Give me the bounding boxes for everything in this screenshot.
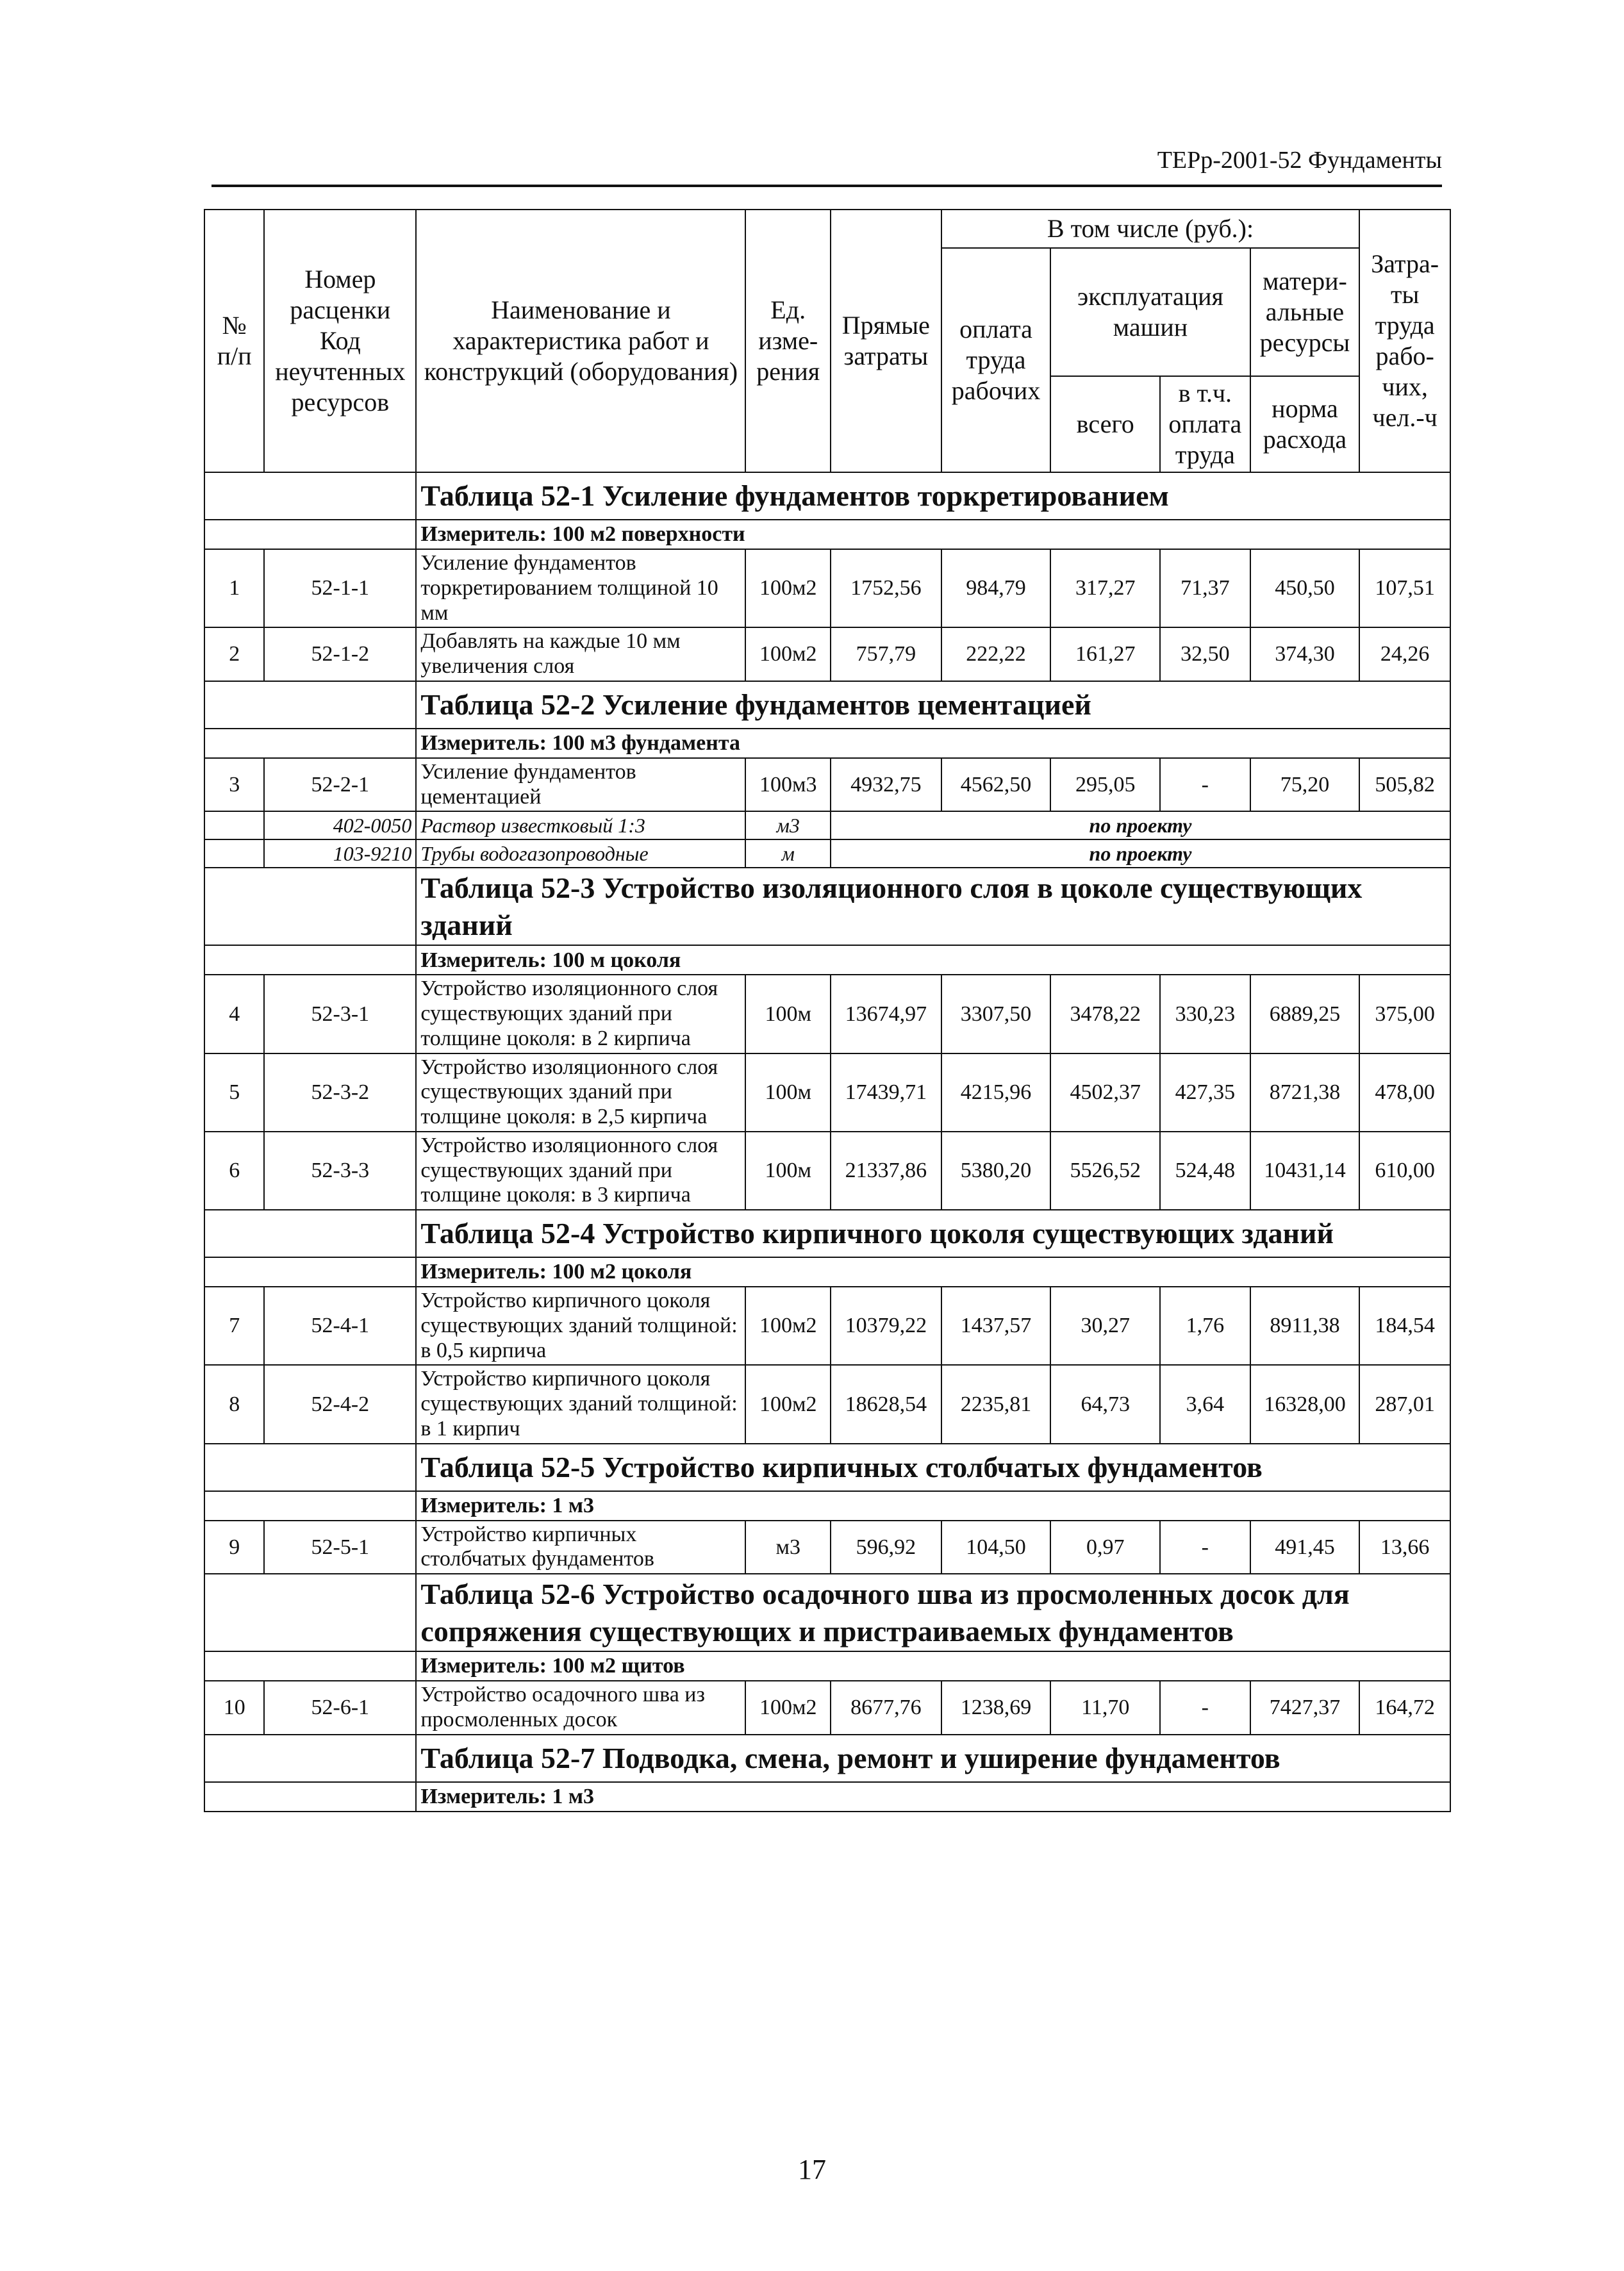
- machines-total: 64,73: [1050, 1365, 1160, 1443]
- col-header-machines: эксплуатация машин: [1050, 248, 1250, 376]
- measure-label: Измеритель: 100 м2 щитов: [416, 1651, 1450, 1681]
- wages: 5380,20: [941, 1132, 1051, 1210]
- machines-total: 11,70: [1050, 1681, 1160, 1735]
- resource-name: Трубы водогазопроводные: [416, 839, 745, 868]
- empty-cell: [204, 1651, 416, 1681]
- table-row: [204, 1365, 1450, 1443]
- page-number: 17: [798, 2154, 826, 2185]
- section-title: Таблица 52-3 Устройство изоляционного слоя в цоколе существующих зданий: [416, 868, 1450, 945]
- measure-row: [204, 1491, 1450, 1521]
- work-name: Устройство кирпичных столбчатых фундаментов: [416, 1521, 745, 1574]
- section-title: Таблица 52-2 Усиление фундаментов цементацией: [416, 681, 1450, 729]
- direct-cost: 596,92: [831, 1521, 941, 1574]
- labor-cost: 107,51: [1359, 549, 1450, 627]
- machines-total: 3478,22: [1050, 975, 1160, 1053]
- machines-wages: 427,35: [1160, 1053, 1250, 1132]
- machines-wages: 1,76: [1160, 1287, 1250, 1365]
- unit: 100м: [745, 975, 831, 1053]
- unit: 100м2: [745, 1365, 831, 1443]
- wages: 1437,57: [941, 1287, 1051, 1365]
- resource-unit: м3: [745, 811, 831, 839]
- table-row: [204, 758, 1450, 812]
- col-header-materials: матери-альные ресурсы: [1250, 248, 1360, 376]
- materials: 6889,25: [1250, 975, 1360, 1053]
- empty-cell: [204, 839, 264, 868]
- machines-total: 5526,52: [1050, 1132, 1160, 1210]
- document-header: ТЕРр-2001-52 Фундаменты: [1157, 147, 1442, 174]
- table-row: [204, 975, 1450, 1053]
- measure-label: Измеритель: 100 м2 цоколя: [416, 1257, 1450, 1287]
- resource-code: 402-0050: [264, 811, 416, 839]
- wages: 984,79: [941, 549, 1051, 627]
- table-row: [204, 1521, 1450, 1574]
- machines-wages: 3,64: [1160, 1365, 1250, 1443]
- direct-cost: 757,79: [831, 627, 941, 681]
- section-title: Таблица 52-5 Устройство кирпичных столбчатых фундаментов: [416, 1444, 1450, 1491]
- col-header-name: Наименование и характеристика работ и конструкций (оборудования): [416, 210, 745, 472]
- empty-cell: [204, 1782, 416, 1812]
- resource-name: Раствор известковый 1:3: [416, 811, 745, 839]
- col-header-wages: оплата труда рабочих: [941, 248, 1051, 472]
- machines-total: 161,27: [1050, 627, 1160, 681]
- empty-cell: [204, 945, 416, 975]
- section-title: Таблица 52-1 Усиление фундаментов торкретированием: [416, 472, 1450, 520]
- materials: 450,50: [1250, 549, 1360, 627]
- labor-cost: 610,00: [1359, 1132, 1450, 1210]
- wages: 222,22: [941, 627, 1051, 681]
- rate-code: 52-1-1: [264, 549, 416, 627]
- machines-wages: 32,50: [1160, 627, 1250, 681]
- work-name: Устройство изоляционного слоя существующих зданий при толщине цоколя: в 3 кирпича: [416, 1132, 745, 1210]
- col-header-code: Номер расценки Код неучтенных ресурсов: [264, 210, 416, 472]
- col-header-num: № п/п: [204, 210, 264, 472]
- labor-cost: 184,54: [1359, 1287, 1450, 1365]
- materials: 10431,14: [1250, 1132, 1360, 1210]
- section-title-row: [204, 681, 1450, 729]
- unit: 100м2: [745, 627, 831, 681]
- resource-note: по проекту: [831, 811, 1450, 839]
- direct-cost: 8677,76: [831, 1681, 941, 1735]
- row-number: 6: [204, 1132, 264, 1210]
- section-title-row: [204, 1210, 1450, 1257]
- wages: 1238,69: [941, 1681, 1051, 1735]
- measure-label: Измеритель: 100 м3 фундамента: [416, 729, 1450, 758]
- machines-wages: -: [1160, 1521, 1250, 1574]
- row-number: 5: [204, 1053, 264, 1132]
- measure-row: [204, 520, 1450, 549]
- row-number: 10: [204, 1681, 264, 1735]
- section-title: Таблица 52-4 Устройство кирпичного цоколя существующих зданий: [416, 1210, 1450, 1257]
- row-number: 8: [204, 1365, 264, 1443]
- empty-cell: [204, 811, 264, 839]
- section-title: Таблица 52-6 Устройство осадочного шва из просмоленных досок для сопряжения существующих и пристраиваемых фундаментов: [416, 1574, 1450, 1651]
- wages: 2235,81: [941, 1365, 1051, 1443]
- direct-cost: 17439,71: [831, 1053, 941, 1132]
- work-name: Устройство кирпичного цоколя существующих зданий толщиной: в 0,5 кирпича: [416, 1287, 745, 1365]
- section-title-row: [204, 868, 1450, 945]
- labor-cost: 375,00: [1359, 975, 1450, 1053]
- rate-code: 52-2-1: [264, 758, 416, 812]
- resource-note: по проекту: [831, 839, 1450, 868]
- measure-row: [204, 945, 1450, 975]
- table-row: [204, 1132, 1450, 1210]
- materials: 8721,38: [1250, 1053, 1360, 1132]
- work-name: Добавлять на каждые 10 мм увеличения слоя: [416, 627, 745, 681]
- machines-wages: -: [1160, 758, 1250, 812]
- materials: 16328,00: [1250, 1365, 1360, 1443]
- empty-cell: [204, 1444, 416, 1491]
- work-name: Устройство изоляционного слоя существующих зданий при толщине цоколя: в 2,5 кирпича: [416, 1053, 745, 1132]
- section-title-row: [204, 1574, 1450, 1651]
- labor-cost: 24,26: [1359, 627, 1450, 681]
- machines-total: 295,05: [1050, 758, 1160, 812]
- section-title-row: [204, 472, 1450, 520]
- direct-cost: 10379,22: [831, 1287, 941, 1365]
- table-row: [204, 627, 1450, 681]
- resource-row: [204, 811, 1450, 839]
- machines-total: 0,97: [1050, 1521, 1160, 1574]
- machines-wages: 330,23: [1160, 975, 1250, 1053]
- table-row: [204, 1681, 1450, 1735]
- materials: 75,20: [1250, 758, 1360, 812]
- empty-cell: [204, 681, 416, 729]
- measure-row: [204, 1782, 1450, 1812]
- row-number: 7: [204, 1287, 264, 1365]
- unit: м3: [745, 1521, 831, 1574]
- resource-row: [204, 839, 1450, 868]
- machines-total: 30,27: [1050, 1287, 1160, 1365]
- machines-total: 4502,37: [1050, 1053, 1160, 1132]
- work-name: Устройство осадочного шва из просмоленных досок: [416, 1681, 745, 1735]
- measure-label: Измеритель: 100 м цоколя: [416, 945, 1450, 975]
- section-title-row: [204, 1735, 1450, 1782]
- unit: 100м: [745, 1053, 831, 1132]
- col-header-direct: Прямые затраты: [831, 210, 941, 472]
- rate-code: 52-3-2: [264, 1053, 416, 1132]
- table-row: [204, 1053, 1450, 1132]
- labor-cost: 287,01: [1359, 1365, 1450, 1443]
- col-header-labor: Затра-ты труда рабо-чих, чел.-ч: [1359, 210, 1450, 472]
- work-name: Усиление фундаментов цементацией: [416, 758, 745, 812]
- rate-code: 52-4-1: [264, 1287, 416, 1365]
- materials: 491,45: [1250, 1521, 1360, 1574]
- empty-cell: [204, 1491, 416, 1521]
- labor-cost: 13,66: [1359, 1521, 1450, 1574]
- unit: 100м2: [745, 549, 831, 627]
- rate-code: 52-5-1: [264, 1521, 416, 1574]
- measure-label: Измеритель: 1 м3: [416, 1782, 1450, 1812]
- empty-cell: [204, 1574, 416, 1651]
- unit: 100м3: [745, 758, 831, 812]
- materials: 7427,37: [1250, 1681, 1360, 1735]
- row-number: 2: [204, 627, 264, 681]
- resource-unit: м: [745, 839, 831, 868]
- direct-cost: 1752,56: [831, 549, 941, 627]
- wages: 104,50: [941, 1521, 1051, 1574]
- table-row: [204, 549, 1450, 627]
- measure-row: [204, 1651, 1450, 1681]
- wages: 4215,96: [941, 1053, 1051, 1132]
- direct-cost: 13674,97: [831, 975, 941, 1053]
- work-name: Устройство изоляционного слоя существующих зданий при толщине цоколя: в 2 кирпича: [416, 975, 745, 1053]
- materials: 8911,38: [1250, 1287, 1360, 1365]
- machines-wages: 524,48: [1160, 1132, 1250, 1210]
- materials: 374,30: [1250, 627, 1360, 681]
- row-number: 3: [204, 758, 264, 812]
- col-header-norm: норма расхода: [1250, 376, 1360, 472]
- empty-cell: [204, 868, 416, 945]
- col-header-mach-total: всего: [1050, 376, 1160, 472]
- direct-cost: 4932,75: [831, 758, 941, 812]
- row-number: 1: [204, 549, 264, 627]
- work-name: Усиление фундаментов торкретированием толщиной 10 мм: [416, 549, 745, 627]
- table-row: [204, 1287, 1450, 1365]
- direct-cost: 21337,86: [831, 1132, 941, 1210]
- labor-cost: 478,00: [1359, 1053, 1450, 1132]
- measure-label: Измеритель: 1 м3: [416, 1491, 1450, 1521]
- empty-cell: [204, 1210, 416, 1257]
- unit: 100м: [745, 1132, 831, 1210]
- wages: 3307,50: [941, 975, 1051, 1053]
- header-rule: [211, 185, 1442, 187]
- row-number: 9: [204, 1521, 264, 1574]
- empty-cell: [204, 1735, 416, 1782]
- col-header-mach-wages: в т.ч. оплата труда: [1160, 376, 1250, 472]
- section-title-row: [204, 1444, 1450, 1491]
- empty-cell: [204, 1257, 416, 1287]
- table-body: [204, 472, 1450, 1812]
- labor-cost: 164,72: [1359, 1681, 1450, 1735]
- rate-code: 52-4-2: [264, 1365, 416, 1443]
- machines-wages: -: [1160, 1681, 1250, 1735]
- empty-cell: [204, 520, 416, 549]
- wages: 4562,50: [941, 758, 1051, 812]
- direct-cost: 18628,54: [831, 1365, 941, 1443]
- rate-code: 52-3-1: [264, 975, 416, 1053]
- empty-cell: [204, 472, 416, 520]
- resource-code: 103-9210: [264, 839, 416, 868]
- measure-row: [204, 729, 1450, 758]
- col-header-unit: Ед. изме-рения: [745, 210, 831, 472]
- col-header-group: В том числе (руб.):: [941, 210, 1360, 248]
- labor-cost: 505,82: [1359, 758, 1450, 812]
- rates-table: [204, 209, 1451, 1812]
- unit: 100м2: [745, 1681, 831, 1735]
- unit: 100м2: [745, 1287, 831, 1365]
- rate-code: 52-3-3: [264, 1132, 416, 1210]
- section-title: Таблица 52-7 Подводка, смена, ремонт и уширение фундаментов: [416, 1735, 1450, 1782]
- work-name: Устройство кирпичного цоколя существующих зданий толщиной: в 1 кирпич: [416, 1365, 745, 1443]
- rate-code: 52-6-1: [264, 1681, 416, 1735]
- row-number: 4: [204, 975, 264, 1053]
- measure-row: [204, 1257, 1450, 1287]
- measure-label: Измеритель: 100 м2 поверхности: [416, 520, 1450, 549]
- empty-cell: [204, 729, 416, 758]
- machines-total: 317,27: [1050, 549, 1160, 627]
- machines-wages: 71,37: [1160, 549, 1250, 627]
- rate-code: 52-1-2: [264, 627, 416, 681]
